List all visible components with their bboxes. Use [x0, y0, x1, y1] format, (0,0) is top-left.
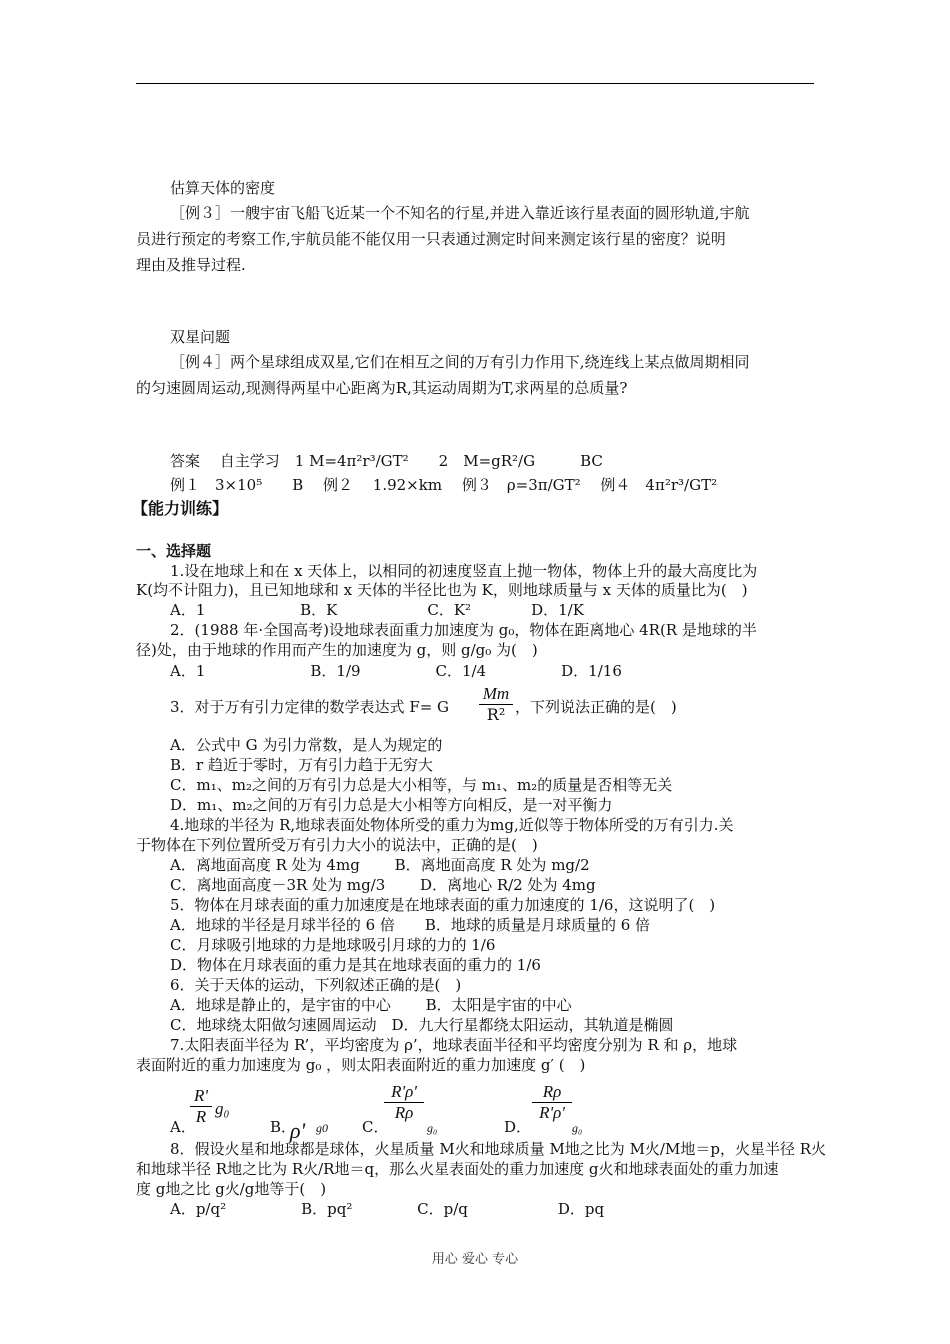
example3-line3: 理由及推导过程. [136, 256, 246, 274]
q7-option-c-g0: g₀ [427, 1121, 438, 1135]
q7-option-b-g0: g0 [316, 1121, 328, 1135]
q7-line2: 表面附近的重力加速度为 g₀ ，则太阳表面附近的重力加速度 g′ ( ) [136, 1056, 586, 1074]
q3-stem-pre: 3．对于万有引力定律的数学表达式 F= G [170, 698, 450, 716]
q5-line1: 5．物体在月球表面的重力加速度是在地球表面的重力加速度的 1/6，这说明了( ) [170, 896, 716, 914]
q7-option-a-denominator: R [190, 1106, 212, 1127]
q7-line1: 7.太阳表面半径为 R’，平均密度为 ρ’，地球表面半径和平均密度分别为 R 和 ρ，地球 [170, 1036, 738, 1054]
q4-options-ab: A．离地面高度 R 处为 4mg B．离地面高度 R 处为 mg/2 [170, 856, 590, 874]
q7-option-d-g0: g₀ [572, 1121, 583, 1135]
page-footer: 用心 爱心 专心 [431, 1252, 519, 1267]
q7-option-c-denominator: Rρ [384, 1102, 424, 1123]
q2-line1: 2．(1988 年·全国高考)设地球表面重力加速度为 g₀，物体在距离地心 4R(R 是地球的半 [170, 621, 757, 639]
q3-option-c: C．m₁、m₂之间的万有引力总是大小相等，与 m₁、m₂的质量是否相等无关 [170, 776, 673, 794]
q7-option-a-numerator: R' [193, 1086, 209, 1105]
example3-heading: 估算天体的密度 [170, 179, 276, 197]
q3-option-a: A．公式中 G 为引力常数，是人为规定的 [170, 736, 443, 754]
q8-line2: 和地球半径 R地之比为 R火/R地＝q，那么火星表面处的重力加速度 g火和地球表面处的重力加速 [136, 1160, 779, 1178]
q7-option-a-g0: g₀ [215, 1099, 230, 1118]
example3-line1: ［例３］一艘宇宙飞船飞近某一个不知名的行星,并进入靠近该行星表面的圆形轨道,宇航 [170, 204, 750, 222]
example4-line1: ［例４］两个星球组成双星,它们在相互之间的万有引力作用下,绕连线上某点做周期相同 [170, 353, 750, 371]
q2-options: A．1 B．1/9 C．1/4 D．1/16 [170, 662, 622, 680]
q1-options: A．1 B．K C．K² D．1/K [170, 601, 584, 619]
example4-heading: 双星问题 [170, 328, 231, 346]
q3-fraction-denominator: R² [479, 704, 513, 725]
q5-option-c: C．月球吸引地球的力是地球吸引月球的力的 1/6 [170, 936, 496, 954]
q1-line2: K(均不计阻力)，且已知地球和 x 天体的半径比也为 K，则地球质量与 x 天体的质量比为( ) [136, 581, 748, 599]
answers-line2: 例１ 3×10⁵ B 例２ 1.92×km 例３ ρ=3π/GT² 例４ 4π²r³/GT² [170, 476, 718, 494]
q7-option-c-numerator: R'ρ' [391, 1082, 417, 1101]
q3-stem-post: ，下列说法正确的是( ) [515, 698, 677, 716]
q3-fraction [479, 684, 513, 725]
q7-option-a-label: A． [170, 1118, 196, 1136]
q7-option-d-label: D． [504, 1118, 532, 1136]
q7-option-d-denominator: R'ρ' [532, 1102, 572, 1123]
answers-line1: 答案 自主学习 1 M=4π²r³/GT² 2 M=gR²/G BC [170, 452, 603, 470]
q7-option-b-label: B． [270, 1118, 297, 1136]
header-rule [136, 83, 814, 84]
q6-line1: 6．关于天体的运动，下列叙述正确的是( ) [170, 976, 462, 994]
section-title: 【能力训练】 [132, 499, 229, 518]
q7-option-d-numerator: Rρ [542, 1082, 562, 1101]
q7-option-b-rho: ρ' [290, 1118, 306, 1143]
example3-line2: 员进行预定的考察工作,宇航员能不能仅用一只表通过测定时间来测定该行星的密度？说明 [136, 230, 726, 248]
q7-option-c-label: C． [362, 1118, 389, 1136]
q5-options-ab: A．地球的半径是月球半径的 6 倍 B．地球的质量是月球质量的 6 倍 [170, 916, 651, 934]
q5-option-d: D．物体在月球表面的重力是其在地球表面的重力的 1/6 [170, 956, 541, 974]
subsection-title: 一、选择题 [136, 542, 212, 560]
q3-option-d: D．m₁、m₂之间的万有引力总是大小相等方向相反，是一对平衡力 [170, 796, 613, 814]
q6-options-ab: A．地球是静止的，是宇宙的中心 B．太阳是宇宙的中心 [170, 996, 572, 1014]
q8-line1: 8．假设火星和地球都是球体，火星质量 M火和地球质量 M地之比为 M火/M地＝p，火星半径 R火 [170, 1140, 827, 1158]
q2-line2: 径)处，由于地球的作用而产生的加速度为 g，则 g/g₀ 为( ) [136, 641, 538, 659]
q8-options: A．p/q² B．pq² C．p/q D．pq [170, 1200, 605, 1218]
q7-option-d-fraction [532, 1082, 572, 1123]
q1-line1: 1.设在地球上和在 x 天体上，以相同的初速度竖直上抛一物体，物体上升的最大高度比为 [170, 562, 758, 580]
q4-line1: 4.地球的半径为 R,地球表面处物体所受的重力为mg,近似等于物体所受的万有引力.关 [170, 816, 734, 834]
example4-line2: 的匀速圆周运动,现测得两星中心距离为R,其运动周期为T,求两星的总质量? [136, 379, 628, 397]
q6-options-cd: C．地球绕太阳做匀速圆周运动 D．九大行星都绕太阳运动，其轨道是椭圆 [170, 1016, 674, 1034]
q7-option-c-fraction [384, 1082, 424, 1123]
q4-options-cd: C．离地面高度－3R 处为 mg/3 D．离地心 R/2 处为 4mg [170, 876, 596, 894]
q7-option-a-fraction [190, 1086, 212, 1127]
q3-option-b: B．r 趋近于零时，万有引力趋于无穷大 [170, 756, 433, 774]
q4-line2: 于物体在下列位置所受万有引力大小的说法中，正确的是( ) [136, 836, 538, 854]
q8-line3: 度 g地之比 g火/g地等于( ) [136, 1180, 327, 1198]
q3-fraction-numerator: Mm [482, 684, 510, 703]
